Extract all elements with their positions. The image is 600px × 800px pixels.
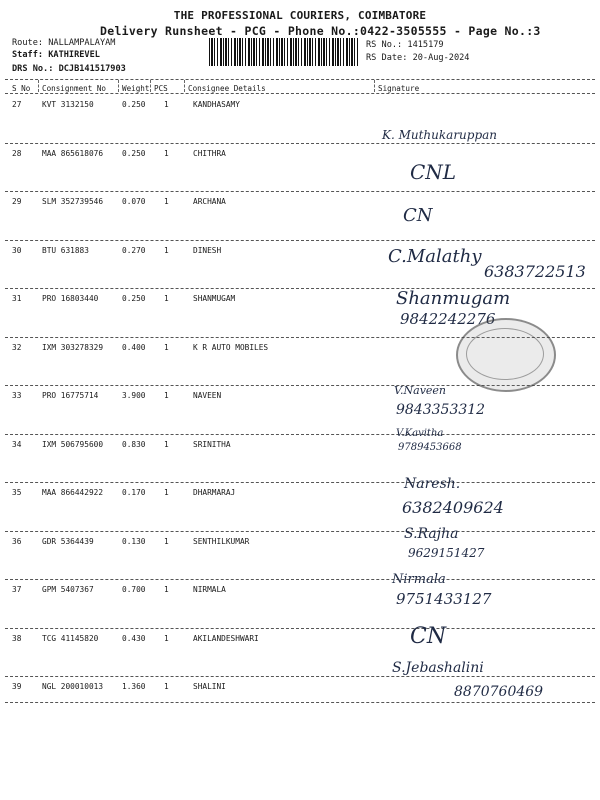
row-sno: 34 <box>12 439 22 449</box>
handwritten-signature: Nirmala <box>392 572 446 587</box>
row-consignment: IXM 506795600 <box>42 439 104 449</box>
staff-label: Staff: KATHIREVEL <box>12 50 100 60</box>
col-consignee: Consignee Details <box>188 84 266 93</box>
row-divider <box>5 191 595 192</box>
row-consignment: GDR 5364439 <box>42 536 94 546</box>
handwritten-signature: C.Malathy <box>388 246 482 267</box>
runsheet-title: Delivery Runsheet - PCG - Phone No.:0422-3505555 - Page No.:3 <box>100 24 541 38</box>
header-top-divider <box>5 79 595 80</box>
rs-number: RS No.: 1415179 <box>366 40 444 50</box>
row-divider <box>5 434 595 435</box>
row-weight: 0.170 <box>122 488 146 497</box>
row-sno: 37 <box>12 585 22 594</box>
row-weight: 0.430 <box>122 633 146 643</box>
row-pcs: 1 <box>164 342 169 352</box>
handwritten-phone: 9789453668 <box>398 442 462 453</box>
row-consignment: MAA 866442922 <box>42 488 104 497</box>
row-consignment: KVT 3132150 <box>42 100 94 109</box>
row-consignee: K R AUTO MOBILES <box>193 342 269 352</box>
row-consignment: TCG 41145820 <box>42 633 99 643</box>
table-bottom-divider <box>5 702 595 703</box>
row-consignment: GPM 5407367 <box>42 585 94 594</box>
handwritten-phone: 9843353312 <box>396 402 486 418</box>
handwritten-signature: S.Jebashalini <box>392 660 484 676</box>
row-consignee: NIRMALA <box>193 585 226 594</box>
row-weight: 3.900 <box>122 391 146 400</box>
row-divider <box>5 482 595 483</box>
row-consignee: DHARMARAJ <box>193 488 236 497</box>
row-consignment: BTU 631883 <box>42 245 89 255</box>
col-consignment: Consignment No <box>42 84 107 93</box>
table-row <box>0 585 600 625</box>
col-sno: S No <box>12 84 31 93</box>
table-row <box>0 488 600 528</box>
row-pcs: 1 <box>164 585 169 594</box>
handwritten-signature: K. Muthukaruppan <box>382 128 498 142</box>
row-divider <box>5 143 595 144</box>
table-row <box>0 440 600 480</box>
handwritten-signature: CN <box>410 624 447 649</box>
row-pcs: 1 <box>164 439 169 449</box>
handwritten-signature: Naresh. <box>404 476 461 492</box>
table-row <box>0 100 600 140</box>
company-title: THE PROFESSIONAL COURIERS, COIMBATORE <box>173 9 427 22</box>
row-weight: 0.400 <box>122 342 146 352</box>
row-pcs: 1 <box>164 488 169 497</box>
row-sno: 28 <box>12 148 22 158</box>
row-sno: 38 <box>12 633 22 643</box>
row-weight: 0.700 <box>122 585 146 594</box>
row-weight: 0.830 <box>122 439 146 449</box>
row-consignment: SLM 352739546 <box>42 197 104 206</box>
row-consignee: CHITHRA <box>193 148 226 158</box>
row-pcs: 1 <box>164 682 169 691</box>
delivery-stamp <box>456 318 556 392</box>
row-pcs: 1 <box>164 148 169 158</box>
row-consignee: SHANMUGAM <box>193 294 236 303</box>
row-consignment: MAA 865618076 <box>42 148 104 158</box>
drs-number: DRS No.: DCJB141517903 <box>12 64 126 74</box>
row-sno: 30 <box>12 245 22 255</box>
row-pcs: 1 <box>164 245 169 255</box>
handwritten-signature: CNL <box>410 160 457 184</box>
handwritten-phone: 6383722513 <box>484 262 586 281</box>
row-sno: 33 <box>12 391 22 400</box>
table-row <box>0 634 600 674</box>
table-row <box>0 537 600 577</box>
row-pcs: 1 <box>164 633 169 643</box>
col-pcs: PCS <box>154 84 168 93</box>
row-pcs: 1 <box>164 197 169 206</box>
row-consignee: SENTHILKUMAR <box>193 536 250 546</box>
barcode <box>209 38 359 66</box>
handwritten-signature: CN <box>403 205 433 226</box>
header-bottom-divider <box>5 93 595 94</box>
row-weight: 1.360 <box>122 682 146 691</box>
row-weight: 0.130 <box>122 536 146 546</box>
handwritten-signature: V.Kavitha <box>396 428 444 439</box>
row-weight: 0.250 <box>122 148 146 158</box>
row-consignee: DINESH <box>193 245 222 255</box>
handwritten-phone: 6382409624 <box>402 498 504 517</box>
handwritten-phone: 9629151427 <box>408 546 485 560</box>
row-consignee: ARCHANA <box>193 197 226 206</box>
row-sno: 29 <box>12 197 22 206</box>
row-consignment: PRO 16775714 <box>42 391 99 400</box>
row-divider <box>5 579 595 580</box>
table-row <box>0 149 600 189</box>
row-divider <box>5 628 595 629</box>
handwritten-signature: V.Naveen <box>394 384 447 397</box>
rs-date: RS Date: 20-Aug-2024 <box>366 53 470 63</box>
handwritten-signature: S.Rajha <box>404 526 459 542</box>
row-pcs: 1 <box>164 391 169 400</box>
row-sno: 35 <box>12 488 22 497</box>
route-label: Route: NALLAMPALAYAM <box>12 38 116 48</box>
row-sno: 27 <box>12 100 22 109</box>
row-consignee: SRINITHA <box>193 439 231 449</box>
row-weight: 0.270 <box>122 245 146 255</box>
col-signature: Signature <box>378 84 420 93</box>
row-sno: 36 <box>12 536 22 546</box>
table-row <box>0 391 600 431</box>
row-consignee: AKILANDESHWARI <box>193 633 259 643</box>
row-consignee: NAVEEN <box>193 391 222 400</box>
handwritten-phone: 9842242276 <box>400 310 496 328</box>
row-sno: 39 <box>12 682 22 691</box>
row-divider <box>5 240 595 241</box>
row-weight: 0.070 <box>122 197 146 206</box>
row-pcs: 1 <box>164 294 169 303</box>
row-sno: 31 <box>12 294 22 303</box>
row-divider <box>5 531 595 532</box>
row-sno: 32 <box>12 342 22 352</box>
row-weight: 0.250 <box>122 100 146 109</box>
table-row <box>0 197 600 237</box>
row-consignment: IXM 303278329 <box>42 342 104 352</box>
row-divider <box>5 676 595 677</box>
row-consignment: NGL 200010013 <box>42 682 104 691</box>
handwritten-signature: Shanmugam <box>396 288 511 309</box>
row-pcs: 1 <box>164 536 169 546</box>
row-pcs: 1 <box>164 100 169 109</box>
row-weight: 0.250 <box>122 294 146 303</box>
col-weight: Weight <box>122 84 150 93</box>
handwritten-phone: 9751433127 <box>396 590 492 608</box>
row-consignee: SHALINI <box>193 682 226 691</box>
row-consignee: KANDHASAMY <box>193 100 240 109</box>
handwritten-phone: 8870760469 <box>454 684 544 700</box>
row-consignment: PRO 16803440 <box>42 294 99 303</box>
